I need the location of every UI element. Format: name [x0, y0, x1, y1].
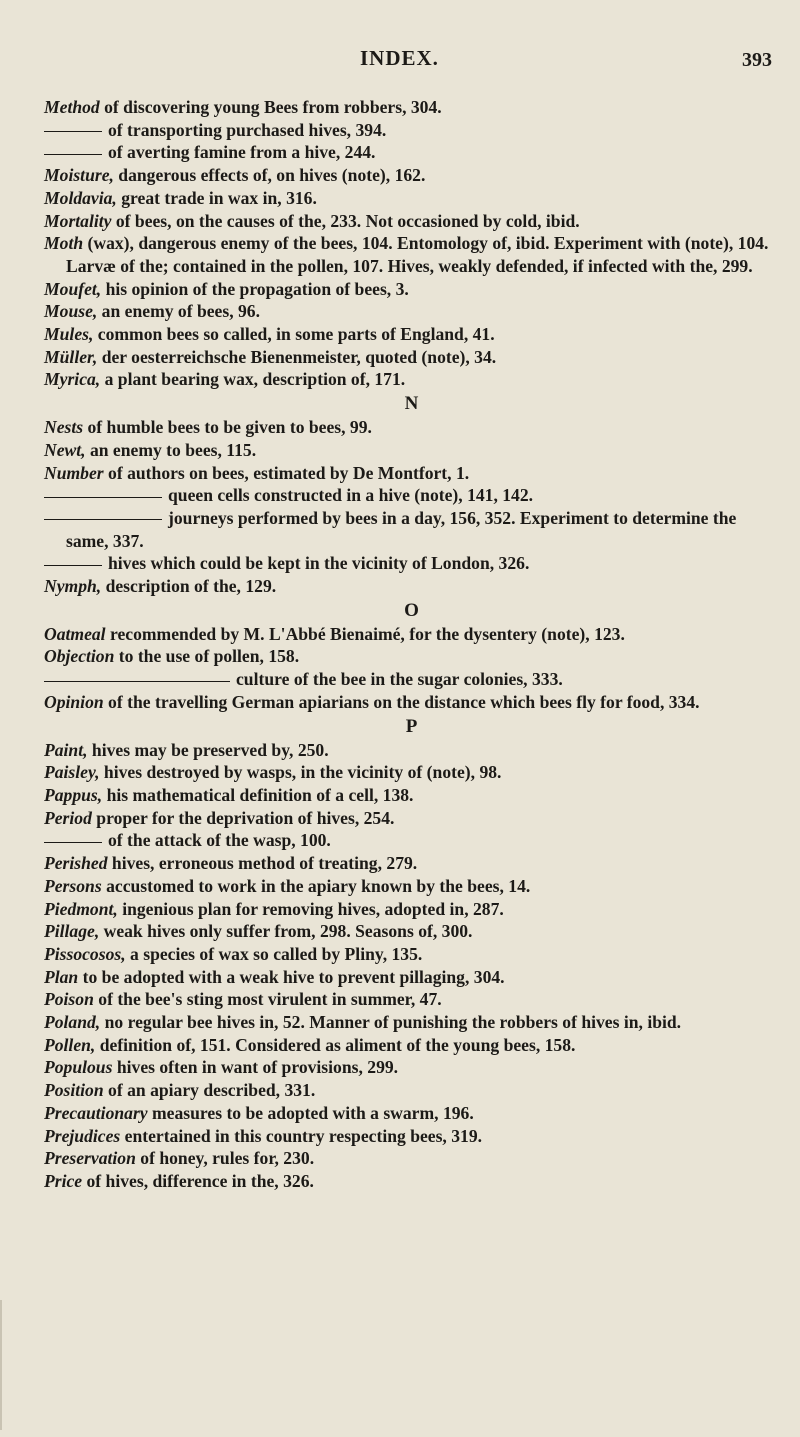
index-entry	[44, 852, 779, 875]
entry-headword: Pissocosos,	[44, 943, 126, 964]
entry-text: of the travelling German apiarians on the distance which bees fly for food, 334.	[103, 691, 700, 712]
entry-headword: Mortality	[44, 210, 112, 231]
entry-headword: Plan	[44, 966, 79, 987]
entry-text: of humble bees to be given to bees, 99.	[83, 417, 372, 438]
entry-headword: Moisture,	[44, 165, 114, 186]
index-entry	[44, 439, 779, 462]
entry-text: measures to be adopted with a swarm, 196.	[147, 1102, 474, 1123]
entry-text: (wax), dangerous enemy of the bees, 104. Entomology of, ibid. Experiment with (note), 104. Larvæ of the; contained in the pollen, 107. Hives, weakly defended, if infected with the, 299.	[66, 233, 769, 276]
entry-text: an enemy of bees, 96.	[97, 301, 261, 322]
index-entry	[44, 966, 779, 989]
index-entry	[44, 1034, 779, 1057]
entry-text: hives often in want of provisions, 299.	[112, 1057, 399, 1078]
page-header	[0, 46, 800, 76]
subentry-text: of transporting purchased hives, 394.	[108, 119, 387, 140]
entry-headword: Pappus,	[44, 784, 103, 805]
subentry-text: journeys performed by bees in a day, 156, 352. Experiment to determine the same, 337.	[66, 507, 737, 551]
index-entry	[44, 1056, 779, 1079]
index-entry	[44, 623, 779, 646]
index-entry	[44, 232, 779, 277]
entry-headword: Period	[44, 807, 92, 828]
entry-headword: Newt,	[44, 439, 86, 460]
index-subentry	[44, 668, 779, 691]
index-entry	[44, 739, 779, 762]
index-entry	[44, 1170, 779, 1193]
index-entry	[44, 96, 779, 119]
index-entry	[44, 278, 779, 301]
entry-headword: Preservation	[44, 1148, 136, 1169]
index-subentry	[44, 552, 779, 575]
ditto-rule	[44, 154, 102, 155]
entry-text: proper for the deprivation of hives, 254.	[91, 807, 395, 828]
entry-text: no regular bee hives in, 52. Manner of punishing the robbers of hives in, ibid.	[100, 1012, 682, 1033]
entry-text: his opinion of the propagation of bees, 3.	[101, 278, 409, 299]
entry-text: to be adopted with a weak hive to prevent pillaging, 304.	[78, 966, 505, 987]
entry-headword: Mules,	[44, 324, 94, 345]
entry-text: accustomed to work in the apiary known by the bees, 14.	[101, 875, 531, 896]
running-title: INDEX.	[360, 46, 439, 70]
ditto-rule	[44, 131, 102, 132]
entry-headword: Opinion	[44, 691, 104, 712]
entry-headword: Piedmont,	[44, 898, 118, 919]
entry-headword: Prejudices	[44, 1125, 121, 1146]
entry-text: of an apiary described, 331.	[103, 1080, 316, 1101]
subentry-text: hives which could be kept in the vicinity of London, 326.	[108, 553, 530, 574]
index-entry	[44, 210, 779, 233]
entry-headword: Method	[44, 97, 100, 117]
entry-text: of honey, rules for, 230.	[135, 1148, 315, 1169]
subentry-text: culture of the bee in the sugar colonies, 333.	[236, 669, 563, 690]
entry-headword: Paisley,	[44, 762, 100, 783]
entry-headword: Paint,	[44, 739, 88, 760]
entry-text: great trade in wax in, 316.	[116, 187, 317, 208]
entry-text: common bees so called, in some parts of England, 41.	[93, 324, 495, 345]
index-entry	[44, 898, 779, 921]
entry-headword: Müller,	[44, 346, 98, 367]
entry-text: of hives, difference in the, 326.	[82, 1170, 314, 1191]
index-entry	[44, 575, 779, 598]
entry-text: a species of wax so called by Pliny, 135.	[125, 943, 423, 964]
entry-headword: Pollen,	[44, 1034, 96, 1055]
entry-headword: Myrica,	[44, 369, 101, 390]
index-entry	[44, 875, 779, 898]
entry-text: dangerous effects of, on hives (note), 162.	[113, 165, 426, 186]
entry-headword: Position	[44, 1080, 104, 1101]
entry-headword: Moldavia,	[44, 187, 117, 208]
index-entry	[44, 416, 779, 439]
entry-text: der oesterreichsche Bienenmeister, quoted (note), 34.	[97, 346, 497, 367]
entry-text: his mathematical definition of a cell, 138.	[102, 784, 414, 805]
index-entry	[44, 761, 779, 784]
entry-text: entertained in this country respecting bees, 319.	[120, 1125, 483, 1146]
entry-headword: Pillage,	[44, 921, 100, 942]
entry-headword: Oatmeal	[44, 623, 106, 644]
entry-headword: Perished	[44, 853, 108, 874]
entry-text: hives, erroneous method of treating, 279.	[107, 853, 418, 874]
index-entry	[44, 346, 779, 369]
section-letter: O	[404, 599, 419, 621]
index-entry	[44, 784, 779, 807]
index-subentry	[44, 507, 779, 552]
entry-text: an enemy to bees, 115.	[85, 439, 257, 460]
page-edge-shadow	[0, 1300, 2, 1430]
index-entry	[44, 920, 779, 943]
index-entry	[44, 462, 779, 485]
entry-text: weak hives only suffer from, 298. Seasons of, 300.	[99, 921, 473, 942]
index-entry	[44, 368, 779, 391]
ditto-rule	[44, 497, 162, 498]
entry-text: a plant bearing wax, description of, 171.	[100, 369, 406, 390]
entry-headword: Persons	[44, 875, 102, 896]
section-letter: N	[404, 393, 419, 415]
ditto-rule	[44, 842, 102, 843]
index-subentry	[44, 484, 779, 507]
entry-headword: Price	[44, 1170, 83, 1191]
entry-headword: Number	[44, 462, 104, 483]
entry-text: description of the, 129.	[101, 576, 277, 597]
entry-headword: Nymph,	[44, 576, 102, 597]
entry-headword: Objection	[44, 646, 115, 667]
ditto-rule	[44, 681, 230, 682]
index-entry	[44, 187, 779, 210]
index-entry	[44, 1147, 779, 1170]
entry-headword: Precautionary	[44, 1102, 148, 1123]
entry-text: of the bee's sting most virulent in summer, 47.	[93, 989, 442, 1010]
index-entry	[44, 645, 779, 668]
index-entry	[44, 323, 779, 346]
ditto-rule	[44, 565, 102, 566]
index-entry	[44, 807, 779, 830]
entry-text: hives may be preserved by, 250.	[87, 739, 329, 760]
subentry-text: queen cells constructed in a hive (note), 141, 142.	[168, 485, 534, 506]
index-subentry	[44, 119, 779, 142]
index-entry	[44, 1079, 779, 1102]
entry-text: of authors on bees, estimated by De Montfort, 1.	[103, 462, 470, 483]
entry-text: of discovering young Bees from robbers, 304.	[99, 97, 442, 117]
ditto-rule	[44, 519, 162, 520]
entry-headword: Poland,	[44, 1012, 101, 1033]
entry-text: recommended by M. L'Abbé Bienaimé, for the dysentery (note), 123.	[105, 623, 625, 644]
index-entry	[44, 164, 779, 187]
entry-text: hives destroyed by wasps, in the vicinity of (note), 98.	[99, 762, 502, 783]
index-subentry	[44, 829, 779, 852]
subentry-text: of the attack of the wasp, 100.	[108, 830, 331, 851]
index-body	[44, 96, 779, 1193]
index-entry	[44, 300, 779, 323]
index-subentry	[44, 141, 779, 164]
index-entry	[44, 988, 779, 1011]
entry-headword: Poison	[44, 989, 94, 1010]
index-entry	[44, 691, 779, 714]
index-entry	[44, 1011, 779, 1034]
entry-headword: Moufet,	[44, 278, 102, 299]
page-number: 393	[742, 49, 772, 71]
entry-text: definition of, 151. Considered as aliment of the young bees, 158.	[95, 1034, 576, 1055]
entry-headword: Mouse,	[44, 301, 98, 322]
entry-text: ingenious plan for removing hives, adopted in, 287.	[117, 898, 504, 919]
entry-text: of bees, on the causes of the, 233. Not occasioned by cold, ibid.	[111, 210, 580, 231]
index-entry	[44, 1125, 779, 1148]
index-entry	[44, 1102, 779, 1125]
subentry-text: of averting famine from a hive, 244.	[108, 142, 376, 163]
entry-headword: Populous	[44, 1057, 113, 1078]
index-entry	[44, 943, 779, 966]
entry-headword: Nests	[44, 417, 84, 438]
section-letter: P	[405, 715, 418, 737]
entry-text: to the use of pollen, 158.	[114, 646, 300, 667]
entry-headword: Moth	[44, 233, 84, 254]
